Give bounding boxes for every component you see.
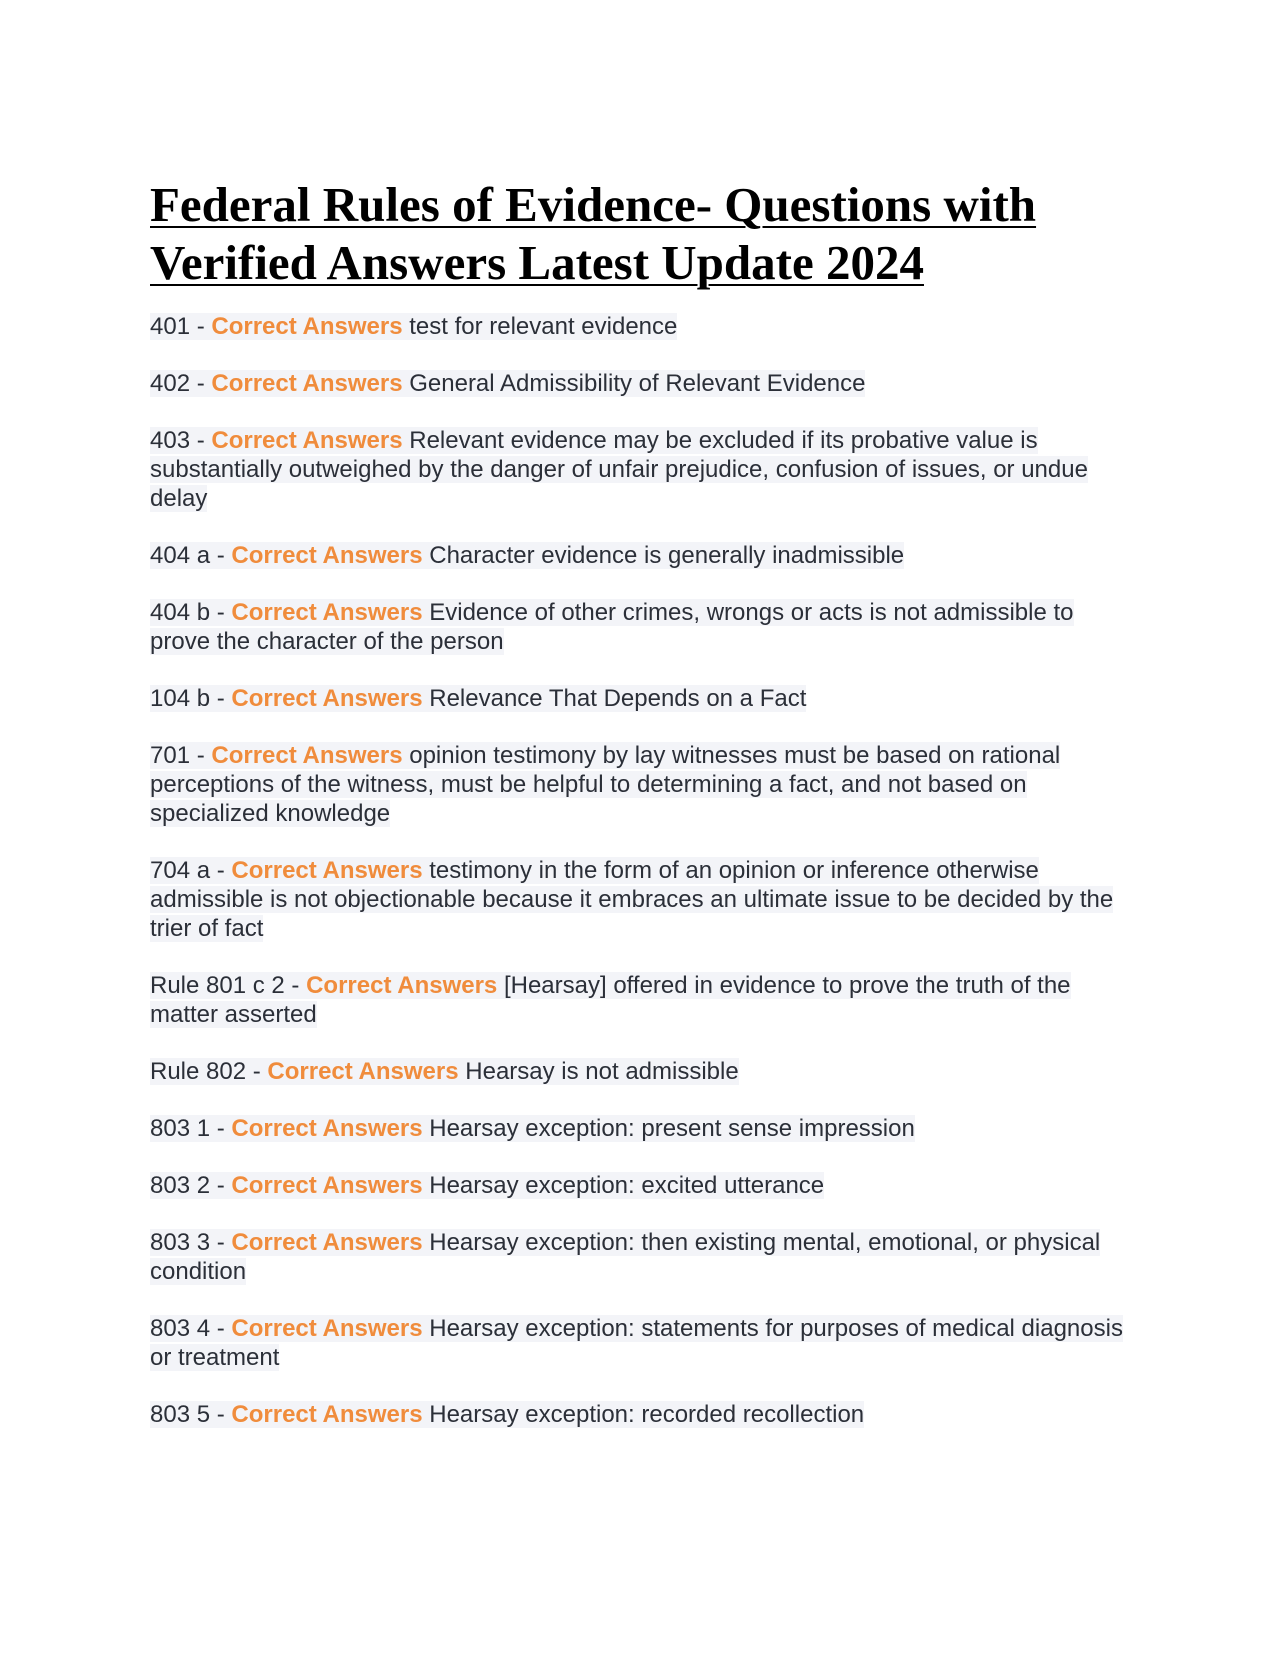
qa-entry (150, 1057, 1130, 1086)
rule-number: 404 a - (150, 542, 232, 569)
qa-entry (150, 1400, 1130, 1429)
rule-number: 403 - (150, 427, 212, 454)
qa-entry (150, 971, 1130, 1029)
rule-number: 104 b - (150, 685, 232, 712)
qa-entry-text (150, 313, 677, 340)
qa-entry (150, 1114, 1130, 1143)
qa-list (150, 312, 1130, 1429)
correct-answers-label: Correct Answers (231, 599, 423, 626)
qa-entry-text (150, 972, 1071, 1028)
correct-answers-label: Correct Answers (231, 1401, 423, 1428)
answer-text: Hearsay is not admissible (458, 1058, 739, 1085)
answer-text: Evidence of other crimes, wrongs or acts is not admissible to prove the character of the person (150, 599, 1074, 655)
rule-number: Rule 801 c 2 - (150, 972, 307, 999)
qa-entry-text (150, 1401, 864, 1428)
qa-entry (150, 426, 1130, 513)
qa-entry (150, 1171, 1130, 1200)
qa-entry-text (150, 1115, 915, 1142)
rule-number: 704 a - (150, 857, 232, 884)
answer-text: testimony in the form of an opinion or inference otherwise admissible is not objectionable because it embraces an ultimate issue to be decided by the trier of fact (150, 857, 1114, 942)
correct-answers-label: Correct Answers (211, 742, 403, 769)
qa-entry-text (150, 542, 904, 569)
qa-entry (150, 1314, 1130, 1372)
qa-entry (150, 312, 1130, 341)
qa-entry-text (150, 857, 1113, 942)
qa-entry (150, 598, 1130, 656)
correct-answers-label: Correct Answers (231, 1115, 423, 1142)
answer-text: Hearsay exception: then existing mental, emotional, or physical condition (150, 1229, 1101, 1285)
qa-entry (150, 541, 1130, 570)
rule-number: 803 1 - (150, 1115, 232, 1142)
qa-entry-text (150, 427, 1088, 512)
qa-entry-text (150, 742, 1060, 827)
qa-entry-text (150, 370, 865, 397)
rule-number: Rule 802 - (150, 1058, 268, 1085)
correct-answers-label: Correct Answers (211, 427, 403, 454)
qa-entry-text (150, 1058, 739, 1085)
correct-answers-label: Correct Answers (306, 972, 498, 999)
answer-text: Hearsay exception: statements for purposes of medical diagnosis or treatment (150, 1315, 1123, 1371)
answer-text: General Admissibility of Relevant Evidence (402, 370, 866, 397)
answer-text: Relevant evidence may be excluded if its probative value is substantially outweighed by the danger of unfair prejudice, confusion of issues, or undue delay (150, 427, 1088, 512)
document-title: Federal Rules of Evidence- Questions with Verified Answers Latest Update 2024 (150, 177, 1037, 290)
rule-number: 701 - (150, 742, 212, 769)
answer-text: test for relevant evidence (402, 313, 678, 340)
rule-number: 803 4 - (150, 1315, 232, 1342)
answer-text: Character evidence is generally inadmissible (422, 542, 905, 569)
rule-number: 803 2 - (150, 1172, 232, 1199)
correct-answers-label: Correct Answers (267, 1058, 459, 1085)
rule-number: 402 - (150, 370, 212, 397)
qa-entry (150, 684, 1130, 713)
rule-number: 803 3 - (150, 1229, 232, 1256)
qa-entry (150, 741, 1130, 828)
correct-answers-label: Correct Answers (211, 313, 403, 340)
answer-text: Hearsay exception: present sense impression (422, 1115, 915, 1142)
qa-entry-text (150, 685, 806, 712)
rule-number: 803 5 - (150, 1401, 232, 1428)
correct-answers-label: Correct Answers (231, 685, 423, 712)
correct-answers-label: Correct Answers (231, 1172, 423, 1199)
qa-entry-text (150, 599, 1074, 655)
qa-entry (150, 856, 1130, 943)
qa-entry-text (150, 1315, 1123, 1371)
answer-text: [Hearsay] offered in evidence to prove the truth of the matter asserted (150, 972, 1071, 1028)
rule-number: 404 b - (150, 599, 232, 626)
qa-entry-text (150, 1172, 824, 1199)
correct-answers-label: Correct Answers (231, 542, 423, 569)
correct-answers-label: Correct Answers (211, 370, 403, 397)
qa-entry (150, 1228, 1130, 1286)
answer-text: opinion testimony by lay witnesses must be based on rational perceptions of the witness, must be helpful to determining a fact, and not based on specialized knowledge (150, 742, 1061, 827)
answer-text: Relevance That Depends on a Fact (422, 685, 807, 712)
correct-answers-label: Correct Answers (231, 1315, 423, 1342)
qa-entry (150, 369, 1130, 398)
rule-number: 401 - (150, 313, 212, 340)
answer-text: Hearsay exception: excited utterance (422, 1172, 825, 1199)
document-page (150, 176, 1130, 1457)
correct-answers-label: Correct Answers (231, 857, 423, 884)
qa-entry-text (150, 1229, 1100, 1285)
answer-text: Hearsay exception: recorded recollection (422, 1401, 865, 1428)
correct-answers-label: Correct Answers (231, 1229, 423, 1256)
